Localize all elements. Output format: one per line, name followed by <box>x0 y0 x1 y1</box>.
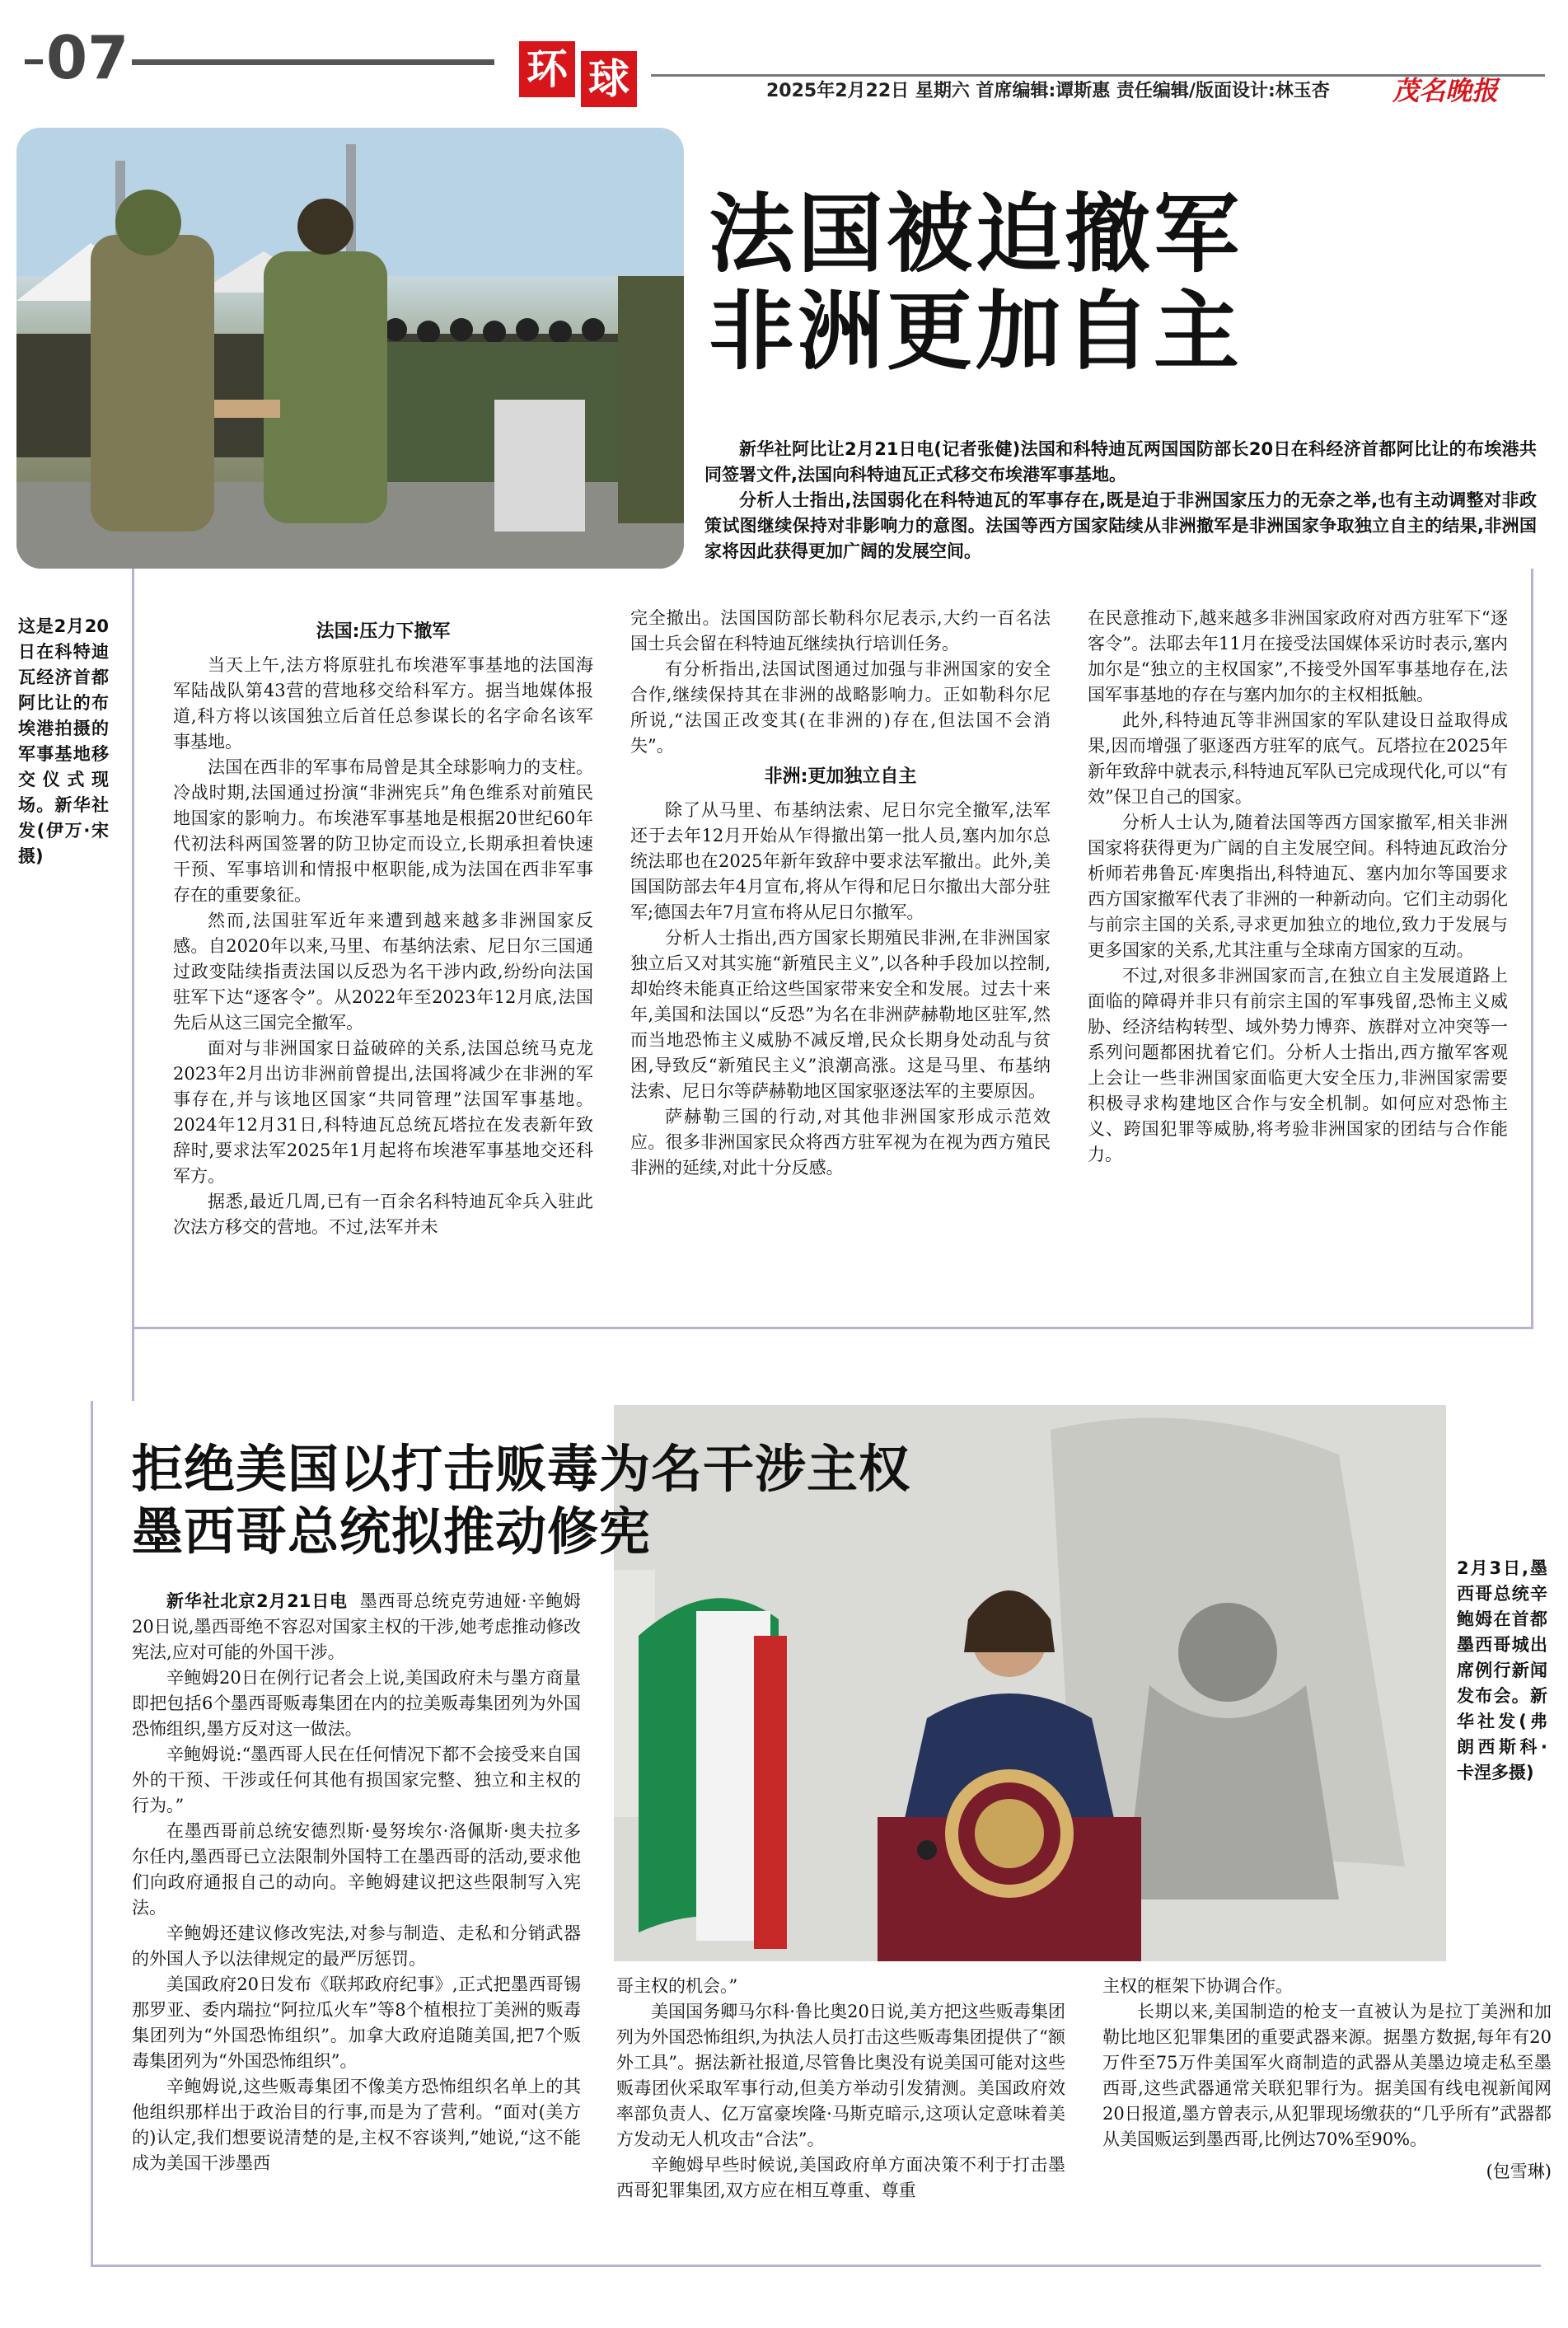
story2-col1-first: 墨西哥总统克劳迪娅·辛鲍姆20日说,墨西哥绝不容忍对国家主权的干涉,她考虑推动修改宪法,应对可能的外国干涉。 <box>132 1591 581 1662</box>
story1-col1-p: 据悉,最近几周,已有一百余名科特迪瓦伞兵入驻此次法方移交的营地。不过,法军并未 <box>173 1192 593 1237</box>
story1-col3-p: 在民意推动下,越来越多非洲国家政府对西方驻军下“逐客令”。法耶去年11月在接受法国媒体采访时表示,塞内加尔是“独立的主权国家”,不接受外国军事基地存在,法国军事基地的存在与塞内加尔的主权相抵触。 <box>1088 608 1508 705</box>
story2-frame-left <box>91 1401 93 2266</box>
story1-frame-left <box>132 569 134 1401</box>
story2-headline-line1: 拒绝美国以打击贩毒为名干涉主权 <box>132 1439 911 1499</box>
story2-col1-lead <box>132 1589 581 1665</box>
story2-headline-line2: 墨西哥总统拟推动修宪 <box>132 1501 652 1562</box>
story2-col3 <box>1102 1974 1552 2258</box>
story1-col2-p: 完全撤出。法国国防部长勒科尔尼表示,大约一百名法国士兵会留在科特迪瓦继续执行培训任务。 <box>630 608 1051 653</box>
story1-subhead-2: 非洲:更加独立自主 <box>764 766 917 787</box>
story1-col3 <box>1088 606 1508 1306</box>
header-meta: 2025年2月22日 星期六 首席编辑:谭斯惠 责任编辑/版面设计:林玉杏 <box>766 81 1330 101</box>
story2-dateline: 新华社北京2月21日电 <box>166 1591 348 1611</box>
story1-col1-p: 当天上午,法方将原驻扎布埃港军事基地的法国海军陆战队第43营的营地移交给科军方。据当地媒体报道,科方将以该国独立后首任总参谋长的名字命名该军事基地。 <box>173 655 593 752</box>
section-tag-1: 环 <box>519 41 575 97</box>
header-rule-left <box>132 59 494 65</box>
story2-frame-bottom <box>91 2265 1541 2267</box>
story2-col2-p: 美国国务卿马尔科·鲁比奥20日说,美方把这些贩毒集团列为外国恐怖组织,为执法人员打击这些贩毒集团提供了“额外工具”。据法新社报道,尽管鲁比奥没有说美国可能对这些贩毒团伙采取军事行动,但美方举动引发猜测。美国政府效率部负责人、亿万富豪埃隆·马斯克暗示,这项认定意味着美方发动无人机攻击“合法”。 <box>616 2002 1065 2149</box>
story1-headline-line2: 非洲更加自主 <box>709 281 1243 382</box>
story1-headline-line1: 法国被迫撤军 <box>709 184 1243 284</box>
story1-col3-p: 此外,科特迪瓦等非洲国家的军队建设日益取得成果,因而增强了驱逐西方驻军的底气。瓦塔拉在2025年新年致辞中就表示,科特迪瓦军队已完成现代化,可以“有效”保卫自己的国家。 <box>1088 710 1508 807</box>
story1-col2-p: 萨赫勒三国的行动,对其他非洲国家形成示范效应。很多非洲国家民众将西方驻军视为在视为西方殖民非洲的延续,对此十分反感。 <box>630 1107 1051 1178</box>
story1-col2-p: 除了从马里、布基纳法索、尼日尔完全撤军,法军还于去年12月开始从乍得撤出第一批人员,塞内加尔总统法耶也在2025年新年致辞中要求法军撤出。此外,美国国防部去年4月宣布,将从乍得和尼日尔撤出大部分驻军;德国去年7月宣布将从尼日尔撤军。 <box>630 800 1051 922</box>
story2-byline: (包雪琳) <box>1486 2162 1552 2181</box>
story2-col1-p: 辛鲍姆说:“墨西哥人民在任何情况下都不会接受来自国外的干预、干涉或任何其他有损国家完整、独立和主权的行为。” <box>132 1745 581 1815</box>
story1-photo-caption: 这是2月20日在科特迪瓦经济首都阿比让的布埃港拍摄的军事基地移交仪式现场。新华社发(伊万·宋摄) <box>18 616 109 866</box>
story1-col2-p: 有分析指出,法国试图通过加强与非洲国家的安全合作,继续保持其在非洲的战略影响力。正如勒科尔尼所说,“法国正改变其(在非洲的)存在,但法国不会消失”。 <box>630 659 1051 756</box>
story1-col1-p: 法国在西非的军事布局曾是其全球影响力的支柱。冷战时期,法国通过扮演“非洲宪兵”角色维系对前殖民地国家的影响力。布埃港军事基地是根据20世纪60年代初法科两国签署的防卫协定而设立,长期承担着快速干预、军事培训和情报中枢职能,成为法国在西非军事存在的重要象征。 <box>173 757 593 905</box>
story1-lead-p1: 新华社阿比让2月21日电(记者张健)法国和科特迪瓦两国国防部长20日在科经济首都阿比让的布埃港共同签署文件,法国向科特迪瓦正式移交布埃港军事基地。 <box>704 439 1537 485</box>
story1-col3-p: 分析人士认为,随着法国等西方国家撤军,相关非洲国家将获得更为广阔的自主发展空间。科特迪瓦政治分析师若弗鲁瓦·库奥指出,科特迪瓦、塞内加尔等国要求西方国家撤军代表了非洲的一种新动向。它们主动弱化与前宗主国的关系,寻求更加独立的地位,致力于发展与更多国家的关系,尤其注重与全球南方国家的互动。 <box>1088 813 1508 960</box>
story1-photo <box>16 128 684 569</box>
story2-headline <box>132 1438 910 1563</box>
header-dash <box>25 59 43 64</box>
story2-col1-p: 美国政府20日发布《联邦政府纪事》,正式把墨西哥锡那罗亚、委内瑞拉“阿拉瓜火车”等8个植根拉丁美洲的贩毒集团列为“外国恐怖组织”。加拿大政府追随美国,把7个贩毒集团列为“外国恐怖组织”。 <box>132 1974 581 2071</box>
story1-col1 <box>173 614 593 1298</box>
story1-col2 <box>630 606 1051 1298</box>
story2-photo-caption: 2月3日,墨西哥总统辛鲍姆在首都墨西哥城出席例行新闻发布会。新华社发(弗朗西斯科·卡涅多摄) <box>1457 1558 1547 1782</box>
page-header <box>0 0 1568 124</box>
story1-col2-p: 分析人士指出,西方国家长期殖民非洲,在非洲国家独立后又对其实施“新殖民主义”,以各种手段加以控制,却始终未能真正给这些国家带来安全和发展。过去十来年,美国和法国以“反恐”为名在非洲萨赫勒地区驻军,然而当地恐怖主义威胁不减反增,民众长期身处动乱与贫困,导致反“新殖民主义”浪潮高涨。这是马里、布基纳法索、尼日尔等萨赫勒地区国家驱逐法军的主要原因。 <box>630 928 1051 1101</box>
story2-col2 <box>616 1974 1065 2258</box>
paper-logo: 茂名晚报 <box>1392 75 1499 106</box>
story1-lead <box>704 437 1537 564</box>
story1-col3-p: 不过,对很多非洲国家而言,在独立自主发展道路上面临的障碍并非只有前宗主国的军事残留,恐怖主义威胁、经济结构转型、域外势力博弈、族群对立冲突等一系列问题都困扰着它们。分析人士指出,西方撤军客观上会让一些非洲国家面临更大安全压力,非洲国家需要积极寻求构建地区合作与安全机制。如何应对恐怖主义、跨国犯罪等威胁,将考验非洲国家的团结与合作能力。 <box>1088 966 1508 1164</box>
story1-col1-p: 面对与非洲国家日益破碎的关系,法国总统马克龙2023年2月出访非洲前曾提出,法国将减少在非洲的军事存在,并与该地区国家“共同管理”法国军事基地。2024年12月31日,科特迪瓦总统瓦塔拉在发表新年致辞时,要求法军2025年1月起将布埃港军事基地交还科军方。 <box>173 1038 593 1186</box>
story1-headline <box>709 185 1243 380</box>
story2-col1-p: 辛鲍姆说,这些贩毒集团不像美方恐怖组织名单上的其他组织那样出于政治目的行事,而是为了营利。“面对(美方的)认定,我们想要说清楚的是,主权不容谈判,”她说,“这不能成为美国干涉墨西 <box>132 2077 581 2173</box>
story2-col3-p: 长期以来,美国制造的枪支一直被认为是拉丁美洲和加勒比地区犯罪集团的重要武器来源。据墨方数据,每年有20万件至75万件美国军火商制造的武器从美墨边境走私至墨西哥,这些武器通常关联犯罪行为。据美国有线电视新闻网20日报道,墨方曾表示,从犯罪现场缴获的“几乎所有”武器都从美国贩运到墨西哥,比例达70%至90%。 <box>1102 2002 1552 2149</box>
story1-subhead-1: 法国:压力下撤军 <box>316 621 451 642</box>
story1-lead-p2: 分析人士指出,法国弱化在科特迪瓦的军事存在,既是迫于非洲国家压力的无奈之举,也有主动调整对非政策试图继续保持对非影响力的意图。法国等西方国家陆续从非洲撤军是非洲国家争取独立自主的结果,非洲国家将因此获得更加广阔的发展空间。 <box>704 490 1537 561</box>
story2-col2-p: 哥主权的机会。” <box>616 1976 738 1996</box>
story2-col1-p: 辛鲍姆20日在例行记者会上说,美国政府未与墨方商量即把包括6个墨西哥贩毒集团在内的拉美贩毒集团列为外国恐怖组织,墨方反对这一做法。 <box>132 1668 581 1739</box>
page-number: 07 <box>46 23 129 92</box>
story2-col1-p: 在墨西哥前总统安德烈斯·曼努埃尔·洛佩斯·奥夫拉多尔任内,墨西哥已立法限制外国特工在墨西哥的活动,要求他们向政府通报自己的动向。辛鲍姆建议把这些限制写入宪法。 <box>132 1821 581 1918</box>
story1-col1-p: 然而,法国驻军近年来遭到越来越多非洲国家反感。自2020年以来,马里、布基纳法索、尼日尔三国通过政变陆续指责法国以反恐为名干涉内政,纷纷向法国驻军下达“逐客令”。从2022年至2023年12月底,法国先后从这三国完全撤军。 <box>173 911 593 1033</box>
story2-col1 <box>132 1589 581 2256</box>
story2-col2-p: 辛鲍姆早些时候说,美国政府单方面决策不利于打击墨西哥犯罪集团,双方应在相互尊重、尊重 <box>616 2155 1065 2200</box>
story2-col1-p: 辛鲍姆还建议修改宪法,对参与制造、走私和分销武器的外国人予以法律规定的最严厉惩罚。 <box>132 1923 581 1969</box>
section-tag-2: 球 <box>581 51 637 107</box>
story2-col3-p: 主权的框架下协调合作。 <box>1102 1976 1293 1996</box>
